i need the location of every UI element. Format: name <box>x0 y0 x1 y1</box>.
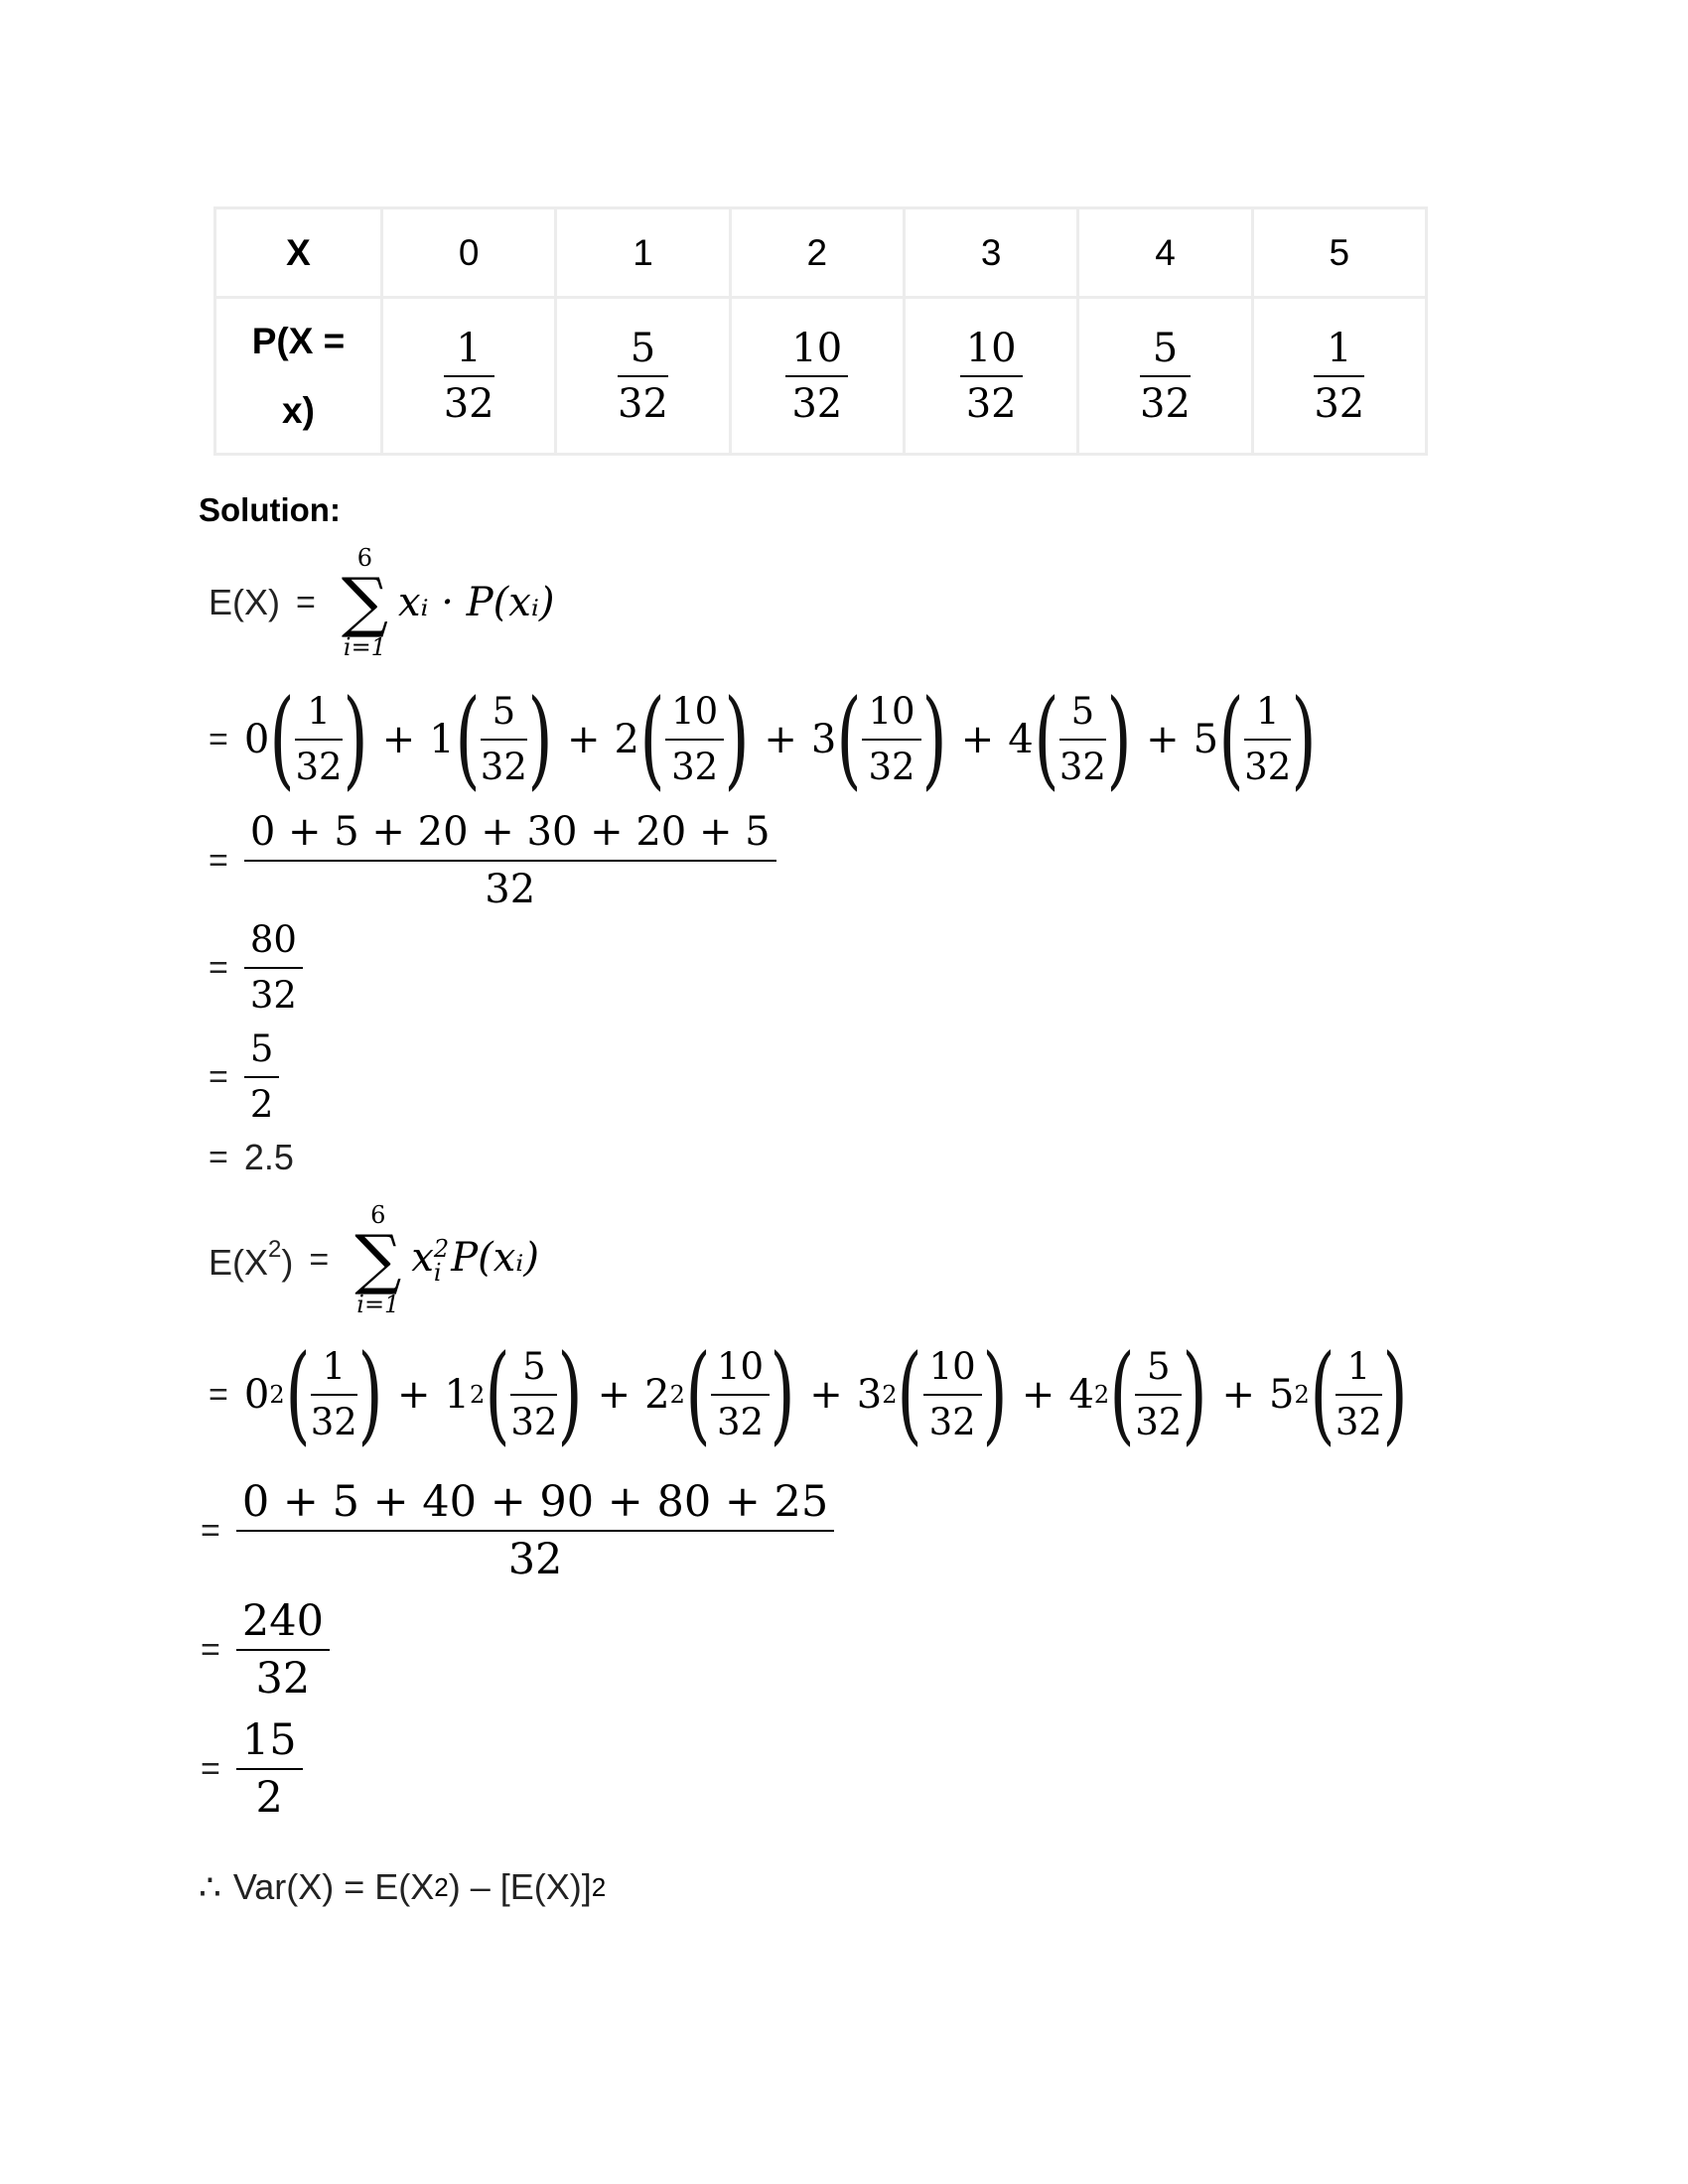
denominator: 32 <box>1314 380 1365 427</box>
plus-sign: + <box>960 717 995 762</box>
fraction <box>1059 685 1106 794</box>
ex2-lhs-exponent: 2 <box>268 1236 282 1263</box>
denominator: 32 <box>671 746 719 788</box>
numerator: 10 <box>716 1345 765 1388</box>
left-paren: ( <box>897 1332 923 1456</box>
left-paren: ( <box>1310 1332 1336 1456</box>
equals-sign: = <box>209 720 228 758</box>
denominator: 32 <box>480 746 527 788</box>
denominator: 32 <box>1058 746 1106 788</box>
equals-sign: = <box>209 948 228 987</box>
numerator: 5 <box>630 325 656 371</box>
ex-summand: xᵢ · P(xᵢ) <box>397 580 555 625</box>
plus-sign: + <box>809 1372 843 1418</box>
ex2-summand <box>411 1235 539 1285</box>
x-header-cell: X <box>215 208 382 298</box>
ex-step1-fraction <box>244 913 303 1023</box>
sigma-symbol: ∑ <box>341 564 388 640</box>
denominator: 32 <box>1140 380 1191 427</box>
sum-lower-limit: i=1 <box>343 633 386 661</box>
denominator: 32 <box>716 1401 765 1443</box>
fraction <box>1314 322 1364 431</box>
fraction <box>444 322 494 431</box>
denominator: 32 <box>791 380 843 427</box>
term-base: 1 <box>444 1372 470 1418</box>
numerator: 1 <box>456 325 482 371</box>
term-base: 4 <box>1068 1372 1094 1418</box>
probability-cell <box>556 298 730 455</box>
ex2-sum-fraction <box>236 1474 834 1587</box>
equals-sign: = <box>209 841 228 880</box>
left-paren: ( <box>1218 677 1244 801</box>
fraction <box>311 1340 357 1449</box>
term-coefficient: 3 <box>810 717 837 762</box>
term-coefficient: 4 <box>1008 717 1034 762</box>
summand-base: x <box>411 1235 434 1281</box>
fraction <box>1140 322 1191 431</box>
x-value-cell: 4 <box>1078 208 1252 298</box>
sum-upper-limit: 6 <box>370 1201 386 1229</box>
equals-sign: = <box>209 1138 228 1176</box>
numerator: 1 <box>1255 690 1280 733</box>
ex2-step1-fraction <box>236 1593 330 1706</box>
ex-step1-line <box>209 913 303 1023</box>
equals-sign: = <box>201 1749 220 1788</box>
probability-cell <box>382 298 556 455</box>
x-value-cell: 2 <box>730 208 904 298</box>
summand-index: i <box>433 1259 442 1287</box>
probability-cell <box>1252 298 1426 455</box>
x-value-cell: 3 <box>904 208 1077 298</box>
numerator: 5 <box>1152 325 1179 371</box>
numerator: 5 <box>492 690 516 733</box>
probability-header-line1: P(X = <box>251 320 346 361</box>
ex2-lhs-text: E(X <box>209 1242 269 1283</box>
fraction <box>510 1340 557 1449</box>
x-value-cell: 5 <box>1252 208 1426 298</box>
right-paren: ) <box>982 1332 1008 1456</box>
equals-sign: = <box>209 1057 228 1096</box>
ex2-definition <box>209 1201 539 1318</box>
numerator: 10 <box>791 325 843 371</box>
left-paren: ( <box>269 677 296 801</box>
ex-step2-line <box>209 1023 279 1132</box>
term-coefficient: 1 <box>429 717 455 762</box>
ex-step2-fraction <box>244 1023 280 1132</box>
fraction <box>295 685 342 794</box>
numerator: 5 <box>249 1027 274 1070</box>
ex-definition <box>209 544 554 661</box>
denominator: 32 <box>1135 1401 1183 1443</box>
summation <box>342 544 388 661</box>
numerator: 0 + 5 + 20 + 30 + 20 + 5 <box>249 809 771 855</box>
summand-rest: P(xᵢ) <box>451 1235 539 1281</box>
denominator: 32 <box>485 867 536 912</box>
fraction <box>960 322 1023 431</box>
plus-sign: + <box>764 717 797 762</box>
denominator: 32 <box>1335 1401 1382 1443</box>
variance-exponent-1: 2 <box>434 1871 449 1902</box>
ex2-lhs-close: ) <box>281 1242 294 1283</box>
denominator: 32 <box>249 974 297 1017</box>
fraction <box>1244 685 1291 794</box>
numerator: 1 <box>1346 1345 1371 1388</box>
fraction <box>711 1340 770 1449</box>
numerator: 0 + 5 + 40 + 90 + 80 + 25 <box>241 1477 829 1527</box>
table-row-probability <box>215 298 1427 455</box>
left-paren: ( <box>685 1332 711 1456</box>
fraction <box>618 322 668 431</box>
numerator: 5 <box>1147 1345 1171 1388</box>
ex-lhs: E(X) <box>209 582 280 622</box>
denominator: 32 <box>507 1535 563 1584</box>
left-paren: ( <box>1034 677 1059 801</box>
equals-sign: = <box>309 1240 330 1279</box>
ex-sum-fraction <box>244 804 776 917</box>
ex2-lhs <box>209 1236 293 1284</box>
probability-header-cell <box>215 298 382 455</box>
fraction <box>1135 1340 1182 1449</box>
denominator: 2 <box>249 1083 274 1126</box>
plus-sign: + <box>1021 1372 1055 1418</box>
denominator: 32 <box>255 1654 311 1704</box>
therefore-symbol: ∴ <box>199 1866 221 1907</box>
ex2-step1-line <box>201 1593 330 1706</box>
plus-sign: + <box>1146 717 1180 762</box>
fraction <box>665 685 724 794</box>
equals-sign: = <box>201 1511 220 1550</box>
numerator: 1 <box>322 1345 347 1388</box>
probability-cell <box>730 298 904 455</box>
numerator: 1 <box>1327 325 1352 371</box>
denominator: 32 <box>1244 746 1292 788</box>
variance-formula <box>199 1866 606 1908</box>
equals-sign: = <box>209 1375 228 1414</box>
plus-sign: + <box>597 1372 632 1418</box>
x-value-cell: 1 <box>556 208 730 298</box>
left-paren: ( <box>485 1332 510 1456</box>
denominator: 32 <box>618 380 668 427</box>
probability-cell <box>1078 298 1252 455</box>
denominator: 32 <box>928 1401 976 1443</box>
denominator: 32 <box>868 746 915 788</box>
ex-sum-line <box>209 804 776 917</box>
ex2-sum-line <box>201 1474 834 1587</box>
ex-decimal-value: 2.5 <box>243 1137 294 1177</box>
plus-sign: + <box>567 717 601 762</box>
term-coefficient: 5 <box>1193 717 1219 762</box>
ex2-step2-line <box>201 1712 303 1826</box>
plus-sign: + <box>381 717 416 762</box>
left-paren: ( <box>455 677 481 801</box>
right-paren: ) <box>1382 1332 1408 1456</box>
denominator: 32 <box>295 746 343 788</box>
term-coefficient: 0 <box>243 717 270 762</box>
term-coefficient: 2 <box>614 717 639 762</box>
probability-header-line2: x) <box>282 389 315 431</box>
summation <box>354 1201 401 1318</box>
denominator: 32 <box>443 380 494 427</box>
denominator: 32 <box>965 380 1017 427</box>
right-paren: ) <box>921 677 947 801</box>
numerator: 10 <box>965 325 1017 371</box>
numerator: 10 <box>868 690 915 733</box>
term-base: 3 <box>856 1372 883 1418</box>
term-base: 2 <box>644 1372 670 1418</box>
numerator: 1 <box>307 690 331 733</box>
right-paren: ) <box>557 1332 584 1456</box>
ex-expanded <box>209 677 1317 801</box>
probability-cell <box>904 298 1077 455</box>
right-paren: ) <box>527 677 553 801</box>
right-paren: ) <box>770 1332 795 1456</box>
term-base: 5 <box>1268 1372 1295 1418</box>
probability-distribution-table <box>213 206 1428 456</box>
summand-scripts <box>434 1237 449 1285</box>
variance-exponent-2: 2 <box>591 1871 607 1902</box>
numerator: 15 <box>241 1715 297 1765</box>
left-paren: ( <box>639 677 665 801</box>
numerator: 5 <box>522 1345 546 1388</box>
numerator: 10 <box>928 1345 976 1388</box>
plus-sign: + <box>396 1372 431 1418</box>
denominator: 32 <box>510 1401 558 1443</box>
plus-sign: + <box>1221 1372 1255 1418</box>
fraction <box>862 685 920 794</box>
ex2-expanded: = 0 2 ( $\frac{1}{32}$ ) + 1 2 ( $\frac{5}{32}$ ) + 2 2 ( $\frac{10}{32}$ ) + 3 2 ( $\frac{10}{32}$ ) + 4 2 ( $\frac{5}{32}$ ) + 5 2 ( $\frac{1}{32}$ ) <box>209 1332 1408 1456</box>
left-paren: ( <box>285 1332 311 1456</box>
x-value-cell: 0 <box>382 208 556 298</box>
equals-sign: = <box>201 1630 220 1669</box>
ex2-step2-fraction <box>236 1712 303 1826</box>
left-paren: ( <box>836 677 863 801</box>
numerator: 5 <box>1070 690 1095 733</box>
numerator: 10 <box>671 690 719 733</box>
table-row-x <box>215 208 1427 298</box>
solution-heading: Solution: <box>199 491 341 528</box>
fraction <box>923 1340 982 1449</box>
sum-lower-limit: i=1 <box>356 1291 400 1318</box>
numerator: 240 <box>241 1596 324 1646</box>
numerator: 80 <box>249 918 297 961</box>
sigma-symbol: ∑ <box>354 1221 402 1297</box>
right-paren: ) <box>1182 1332 1208 1456</box>
right-paren: ) <box>342 677 368 801</box>
term-base: 0 <box>243 1372 270 1418</box>
summand-exponent: 2 <box>433 1235 450 1263</box>
denominator: 2 <box>255 1773 283 1823</box>
right-paren: ) <box>1106 677 1132 801</box>
sum-upper-limit: 6 <box>356 544 373 572</box>
fraction <box>481 685 527 794</box>
fraction <box>785 322 848 431</box>
denominator: 32 <box>310 1401 357 1443</box>
right-paren: ) <box>1291 677 1317 801</box>
variance-mid: ) – [E(X)] <box>448 1866 592 1907</box>
right-paren: ) <box>724 677 750 801</box>
right-paren: ) <box>357 1332 383 1456</box>
fraction <box>1336 1340 1382 1449</box>
variance-text: Var(X) = E(X <box>232 1866 435 1907</box>
ex-decimal-line <box>209 1137 294 1178</box>
equals-sign: = <box>296 583 316 621</box>
left-paren: ( <box>1109 1332 1135 1456</box>
